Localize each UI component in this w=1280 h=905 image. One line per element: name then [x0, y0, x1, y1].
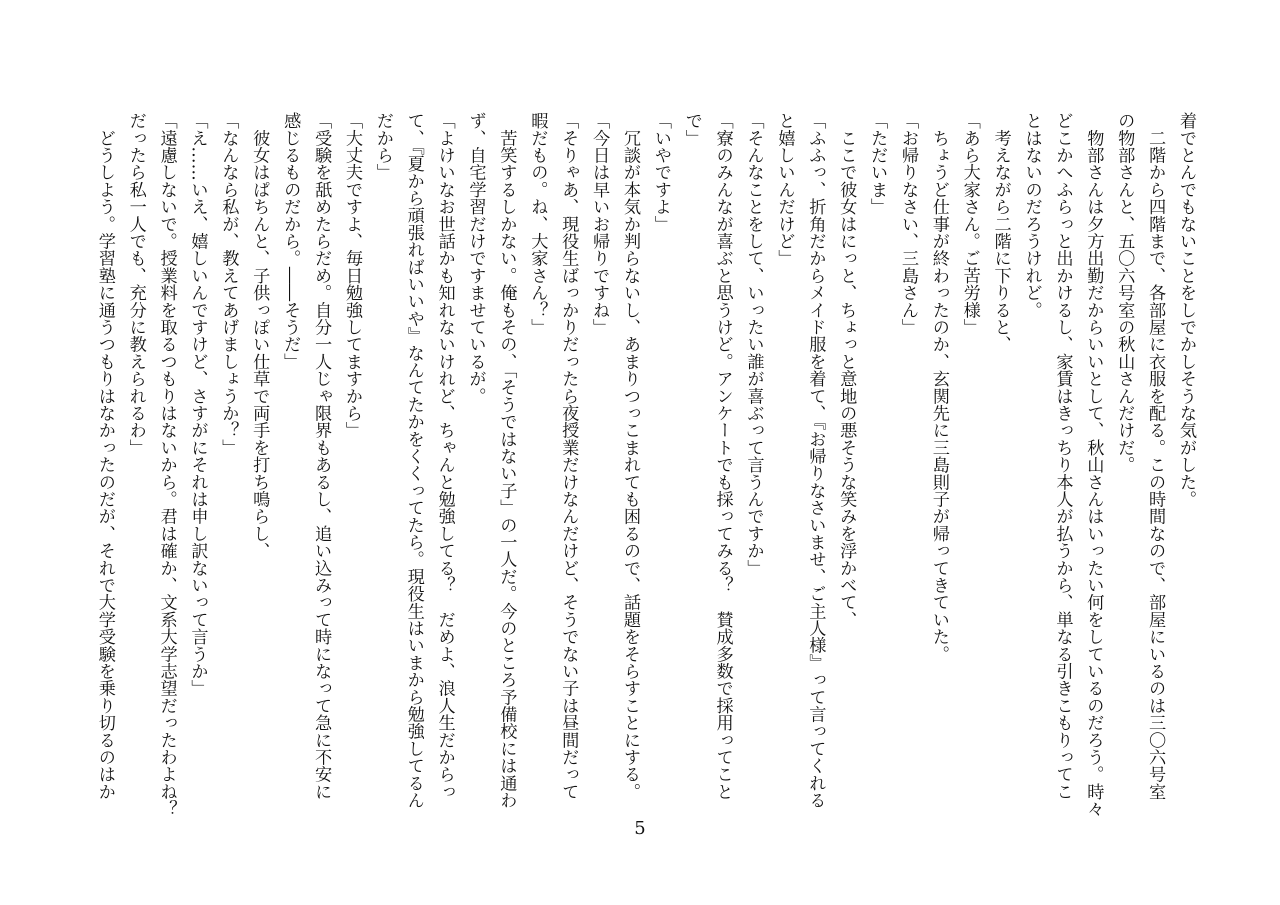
text-line: 「なんなら私が、教えてあげましょうか？」 [218, 112, 239, 456]
text-line: の物部さんと、五〇六号室の秋山さんだけだ。 [1114, 112, 1135, 474]
text-line: 「ふふっ、折角だからメイド服を着て、『お帰りなさいませ、ご主人様』って言ってくれる [805, 112, 826, 809]
text-line: だったら私一人でも、充分に教えられるわ」 [125, 112, 146, 456]
text-line: どうしよう。学習塾に通うつもりはなかったのだが、それで大学受験を乗り切るのはか [94, 112, 115, 800]
text-line: 二階から四階まで、各部屋に衣服を配る。この時間なので、部屋にいるのは三〇六号室 [1145, 112, 1166, 800]
text-line: 「あら大家さん。ご苦労様」 [959, 112, 980, 336]
page-number: 5 [634, 818, 646, 839]
text-line: 物部さんは夕方出勤だからいいとして、秋山さんはいったい何をしているのだろう。時々 [1083, 112, 1104, 818]
text-line: どこかへふらっと出かけるし、家賃はきっちり本人が払うから、単なる引きこもりってこ [1052, 112, 1073, 800]
text-line: 「え……いえ、嬉しいんですけど、さすがにそれは申し訳ないって言うか」 [187, 112, 208, 697]
text-line: 着でとんでもないことをしでかしそうな気がした。 [1176, 112, 1196, 508]
text-line: 「お帰りなさい、三島さん」 [897, 112, 918, 336]
text-line: 「遠慮しないで。授業料を取るつもりはないから。君は確か、文系大学志望だったわよね？ [156, 112, 177, 818]
text-line: て、『夏から頑張ればいいや』なんてたかをくくってたら。現役生はいまから勉強してるん [403, 112, 424, 809]
text-line: 感じるものだから。――そうだ」 [280, 112, 301, 370]
text-line: ちょうど仕事が終わったのか、玄関先に三島則子が帰ってきていた。 [928, 112, 949, 663]
text-line: 「よけいなお世話かも知れないけれど、ちゃんと勉強してる？ だめよ、浪人生だからっ [434, 112, 455, 800]
text-line: 彼女はぱちんと、子供っぽい仕草で両手を打ち鳴らし、 [249, 112, 270, 560]
vertical-text-body [88, 112, 1201, 818]
text-line: だから」 [372, 112, 393, 181]
text-line: 「受験を舐めたらだめ。自分一人じゃ限界もあるし、追い込みって時になって急に不安に [311, 112, 332, 800]
text-line: 「いやですよ」 [650, 112, 671, 233]
text-line: 冗談が本気か判らないし、あまりつっこまれても困るので、話題をそらすことにする。 [619, 112, 640, 800]
text-line: 「ただいま」 [867, 112, 888, 216]
text-line: 「今日は早いお帰りですね」 [589, 112, 610, 336]
text-line: で」 [681, 112, 702, 147]
text-line: と嬉しいんだけど」 [774, 112, 795, 267]
text-line: 暇だもの。ね、大家さん？」 [527, 112, 548, 336]
text-line: 「そりゃあ、現役生ばっかりだったら夜授業だけなんだけど、そうでない子は昼間だって [558, 112, 579, 800]
text-line: 「大丈夫ですよ、毎日勉強してますから」 [341, 112, 362, 439]
text-line: 苦笑するしかない。俺もその、「そうではない子」の一人だ。今のところ予備校には通わ [496, 112, 517, 809]
text-line: 「そんなことをして、いったい誰が喜ぶって言うんですか」 [743, 112, 764, 577]
text-line: 「寮のみんなが喜ぶと思うけど。アンケートでも採ってみる？ 賛成多数で採用ってこと [712, 112, 733, 800]
text-line: 考えながら二階に下りると、 [990, 112, 1011, 353]
text-line: とはないのだろうけれど。 [1021, 112, 1042, 319]
text-line: ここで彼女はにっと、ちょっと意地の悪そうな笑みを浮かべて、 [836, 112, 857, 628]
text-line: ず、自宅学習だけですませているが。 [465, 112, 486, 405]
